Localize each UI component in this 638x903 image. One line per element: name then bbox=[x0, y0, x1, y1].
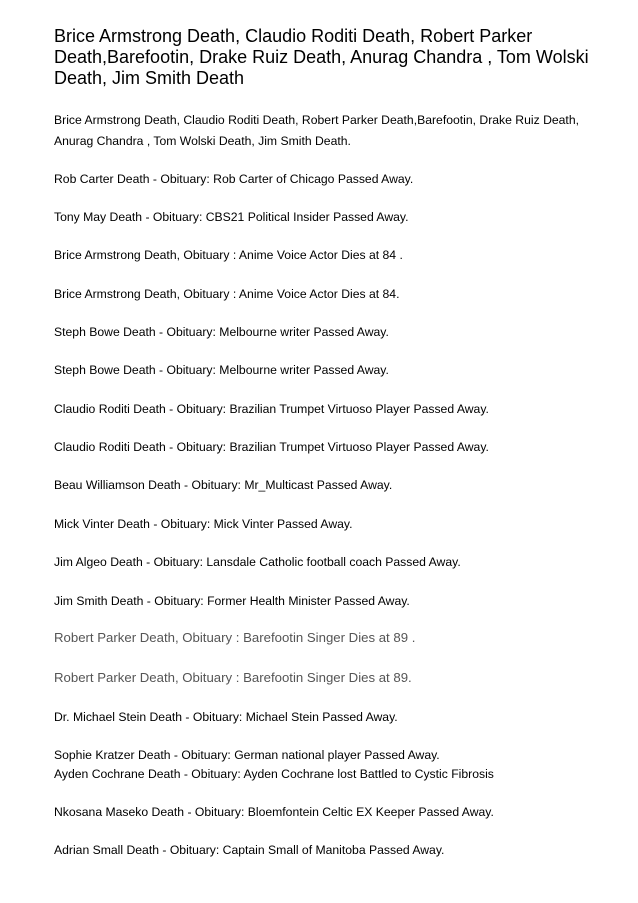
obituary-line: Jim Smith Death - Obituary: Former Health Minister Passed Away. bbox=[54, 594, 410, 608]
obituary-line: Brice Armstrong Death, Obituary : Anime Voice Actor Dies at 84. bbox=[54, 287, 400, 301]
obituary-line: Tony May Death - Obituary: CBS21 Political Insider Passed Away. bbox=[54, 210, 409, 224]
obituary-line: Robert Parker Death, Obituary : Barefootin Singer Dies at 89. bbox=[54, 670, 412, 685]
obituary-line: Nkosana Maseko Death - Obituary: Bloemfontein Celtic EX Keeper Passed Away. bbox=[54, 805, 494, 819]
obituary-line: Robert Parker Death, Obituary : Barefootin Singer Dies at 89 . bbox=[54, 630, 416, 645]
obituary-line: Dr. Michael Stein Death - Obituary: Michael Stein Passed Away. bbox=[54, 710, 398, 724]
obituary-line: Jim Algeo Death - Obituary: Lansdale Catholic football coach Passed Away. bbox=[54, 555, 461, 569]
obituary-line: Steph Bowe Death - Obituary: Melbourne writer Passed Away. bbox=[54, 325, 389, 339]
obituary-line: Brice Armstrong Death, Obituary : Anime Voice Actor Dies at 84 . bbox=[54, 248, 403, 262]
obituary-line: Steph Bowe Death - Obituary: Melbourne writer Passed Away. bbox=[54, 363, 389, 377]
document-title: Brice Armstrong Death, Claudio Roditi Death, Robert Parker Death,Barefootin, Drake Ruiz Death, Anurag Chandra , Tom Wolski Death, Jim Smith Death bbox=[54, 26, 589, 88]
obituary-line: Claudio Roditi Death - Obituary: Brazilian Trumpet Virtuoso Player Passed Away. bbox=[54, 440, 489, 454]
obituary-line: Claudio Roditi Death - Obituary: Brazilian Trumpet Virtuoso Player Passed Away. bbox=[54, 402, 489, 416]
obituary-line: Ayden Cochrane Death - Obituary: Ayden Cochrane lost Battled to Cystic Fibrosis bbox=[54, 767, 494, 781]
obituary-line: Sophie Kratzer Death - Obituary: German national player Passed Away. bbox=[54, 748, 440, 762]
obituary-line: Adrian Small Death - Obituary: Captain Small of Manitoba Passed Away. bbox=[54, 843, 445, 857]
obituary-line: Beau Williamson Death - Obituary: Mr_Multicast Passed Away. bbox=[54, 478, 393, 492]
obituary-line: Mick Vinter Death - Obituary: Mick Vinter Passed Away. bbox=[54, 517, 353, 531]
document-intro: Brice Armstrong Death, Claudio Roditi Death, Robert Parker Death,Barefootin, Drake Ruiz Death, Anurag Chandra , Tom Wolski Death, Jim Smith Death. bbox=[54, 113, 579, 148]
obituary-line: Rob Carter Death - Obituary: Rob Carter of Chicago Passed Away. bbox=[54, 172, 414, 186]
